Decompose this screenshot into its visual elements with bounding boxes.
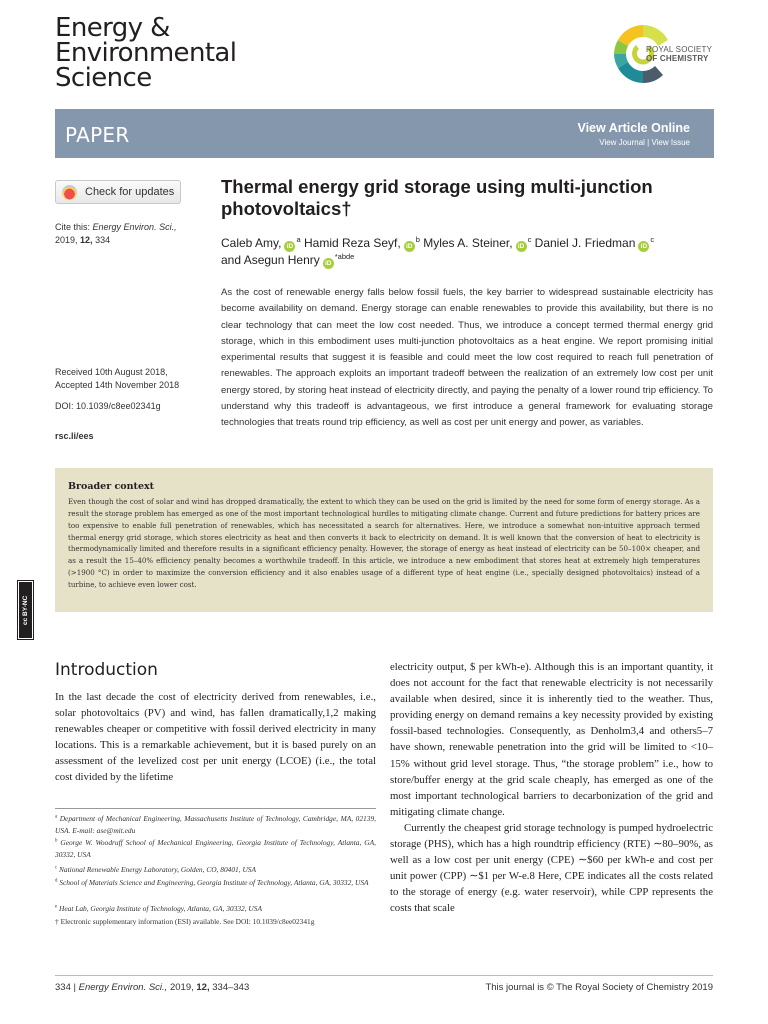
- publisher-line: ROYAL SOCIETY: [646, 45, 713, 54]
- orcid-icon[interactable]: iD: [638, 241, 649, 252]
- footnote-mark: d: [55, 878, 58, 884]
- footnote-text: Electronic supplementary information (ESI) available. See DOI: 10.1039/c8ee02341g: [60, 917, 315, 926]
- footnote: [55, 864, 376, 876]
- journal-title-line: Environmental: [55, 38, 237, 68]
- footer-divider: [55, 975, 713, 976]
- body-paragraph: electricity output, $ per kWh-e). Although this is an important quantity, it does not account for the fact that renewable electricity is not necessarily available when desired, since it is inherently tied to the weather. Thus, providing energy on demand remains a key necessity provided by existing fossil-based technologies. Consequently, as Denholm3,4 and others5–7 have shown, renewable penetration into the grid will be limited to <10–15% without grid level storage. Thus, “the storage problem” i.e., how to store/buffer energy at the grid scale cheaply, has emerged as one of the most important technological barriers to decarbonization of the grid and mitigating climate change.: [390, 661, 713, 818]
- author-affiliation: a: [296, 235, 301, 244]
- author-affiliation: *abde: [334, 252, 355, 261]
- footnote-mark: c: [55, 865, 58, 871]
- author-name[interactable]: Hamid Reza Seyf,: [303, 236, 401, 250]
- author-name[interactable]: Myles A. Steiner,: [423, 236, 513, 250]
- orcid-icon[interactable]: iD: [284, 241, 295, 252]
- cite-journal: Energy Environ. Sci.,: [92, 222, 177, 232]
- author-list: [221, 235, 711, 269]
- orcid-icon[interactable]: iD: [404, 241, 415, 252]
- doi-text[interactable]: DOI: 10.1039/c8ee02341g: [55, 401, 161, 411]
- journal-title-line: Science: [55, 63, 152, 93]
- footer-pages: 334–343: [212, 982, 250, 993]
- cite-volume: 12,: [80, 234, 93, 245]
- footnote-text: Heat Lab, Georgia Institute of Technology, Atlanta, GA, 30332, USA: [59, 904, 262, 913]
- footnote-divider: [55, 808, 376, 809]
- footnote: [55, 877, 376, 889]
- footnote: [55, 916, 376, 928]
- orcid-icon[interactable]: iD: [516, 241, 527, 252]
- cite-label: Cite this:: [55, 222, 91, 232]
- cite-pages: 334: [95, 234, 111, 245]
- author-affiliation: c: [527, 235, 532, 244]
- footnote-mark: a: [55, 814, 58, 820]
- received-date: Received 10th August 2018,: [55, 367, 168, 377]
- footer-journal: Energy Environ. Sci.,: [78, 982, 168, 993]
- crossmark-icon: [62, 185, 77, 200]
- body-paragraph: Currently the cheapest grid storage technology is pumped hydroelectric storage (PHS), which has a high roundtrip efficiency (RTE) ∼80–90%, as well as a low cost per unit energy (CPE) ∼$60 per kWh-e and cost per unit power (CPP) ∼$1 per W-e.8 Here, CPE indicates all the costs related to the storage of energy (e.g. water reservoir), while CPP represents the costs that scale: [390, 821, 713, 915]
- view-article-online-link[interactable]: View Article Online: [577, 121, 690, 135]
- footer-citation: [55, 982, 249, 993]
- journal-title: [55, 13, 237, 93]
- citation-info: [55, 221, 177, 246]
- page-number: 334: [55, 982, 71, 993]
- author-name[interactable]: and Asegun Henry: [221, 253, 320, 267]
- body-text-col1: In the last decade the cost of electricity derived from renewables, i.e., solar photovoltaics (PV) and wind, has fallen dramatically,1,2 making renewables cheaper or competitive with fossil derived electricity in many locations. This is a remarkable achievement, but it is based purely on an assessment of the levelized cost per unit energy (LCOE) (i.e., the total cost divided by the lifetime: [55, 691, 376, 784]
- journal-title-line: Energy &: [55, 13, 170, 43]
- footnote-text: School of Materials Science and Engineering, Georgia Institute of Technology, Atlanta, GA, 30332, USA: [59, 878, 369, 887]
- orcid-icon[interactable]: iD: [323, 258, 334, 269]
- view-links: [599, 138, 690, 147]
- check-for-updates-label: Check for updates: [85, 186, 175, 198]
- footnote-text: National Renewable Energy Laboratory, Golden, CO, 80401, USA: [59, 865, 256, 874]
- footer-volume: 12,: [196, 982, 210, 993]
- author-affiliation: c: [650, 235, 655, 244]
- footnote: [55, 903, 376, 915]
- link-separator: |: [644, 138, 652, 147]
- abstract: As the cost of renewable energy falls below fossil fuels, the key barrier to widespread sustainable electricity has become availability on demand. Energy storage can enable renewables to provide this availability, but there is no clear technology that can meet the low cost needed. Thus, we introduce a concept termed thermal energy grid storage, which in this embodiment uses multi-junction photovoltaics as a heat engine. We report promising initial experimental results that suggest it is feasible and could meet the low cost required to reach full penetration of renewables. The approach exploits an important tradeoff between the realization of an extremely low cost per unit energy stored, by storing heat instead of electricity directly, and paying the penalty of a lower round trip efficiency. To understand why this tradeoff is advantageous, we first introduce a general framework for evaluating storage technologies that treats round trip efficiency, as well as cost per unit energy and power, as variables.: [221, 287, 713, 429]
- publisher-line: OF CHEMISTRY: [646, 54, 709, 63]
- footnote-text: George W. Woodruff School of Mechanical Engineering, Georgia Institute of Technology, Atlanta, GA, 30332, USA: [55, 838, 376, 859]
- view-issue-link[interactable]: View Issue: [651, 138, 690, 147]
- footer-copyright: This journal is © The Royal Society of Chemistry 2019: [485, 982, 713, 993]
- check-for-updates-button[interactable]: [55, 180, 181, 204]
- footnote-text: Department of Mechanical Engineering, Massachusetts Institute of Technology, Cambridge, MA, 02139, USA. E-mail: ase@mit.edu: [55, 814, 376, 835]
- cc-license-icon: cc BY-NC: [19, 582, 32, 638]
- article-title: Thermal energy grid storage using multi-junction photovoltaics†: [221, 176, 653, 219]
- accepted-date: Accepted 14th November 2018: [55, 380, 180, 390]
- footnote-mark: †: [55, 917, 59, 926]
- publisher-name: [646, 45, 712, 63]
- author-affiliation: b: [415, 235, 420, 244]
- broader-context-title: Broader context: [68, 481, 155, 492]
- broader-context-body: Even though the cost of solar and wind has dropped dramatically, the extent to which they can be used on the grid is limited by the need for some form of energy storage. As a result the storage problem has emerged as one of the most important technological hurdles to mitigating climate change. Current and future predictions for battery prices are too expensive to enable full penetration of renewables, which has necessitated a search for alternatives. Here, we introduce a somewhat non-intuitive approach termed thermal energy grid storage, which stores electricity as heat and then converts it back to electricity on demand. It is well known that the conversion of heat to electricity is thermodynamically limited and therefore results in a significant efficiency penalty. However, the storage of energy as heat instead of electricity can be 50–100× cheaper, and as a result the 15–40% efficiency penalty becomes a worthwhile tradeoff. In this article, we introduce a new embodiment that stores heat at extremely high temperatures (>1900 °C) in order to maximize the conversion efficiency and it also enables usage of a different type of heat engine (i.e., specially designed photovoltaics) instead of a turbine, to achieve even lower cost.: [68, 497, 700, 589]
- footnote-mark: e: [55, 904, 58, 910]
- view-journal-link[interactable]: View Journal: [599, 138, 645, 147]
- article-type-label: PAPER: [65, 123, 130, 147]
- section-heading: Introduction: [55, 660, 158, 680]
- footnote-mark: b: [55, 838, 58, 844]
- author-name[interactable]: Caleb Amy,: [221, 236, 282, 250]
- journal-short-link[interactable]: rsc.li/ees: [55, 431, 94, 441]
- footnote: [55, 837, 376, 860]
- author-name[interactable]: Daniel J. Friedman: [534, 236, 636, 250]
- footnote: [55, 813, 376, 836]
- cite-year: 2019,: [55, 234, 78, 245]
- footer-separator: |: [70, 982, 79, 993]
- footer-year: 2019,: [169, 982, 194, 993]
- body-text-col2: [390, 659, 713, 917]
